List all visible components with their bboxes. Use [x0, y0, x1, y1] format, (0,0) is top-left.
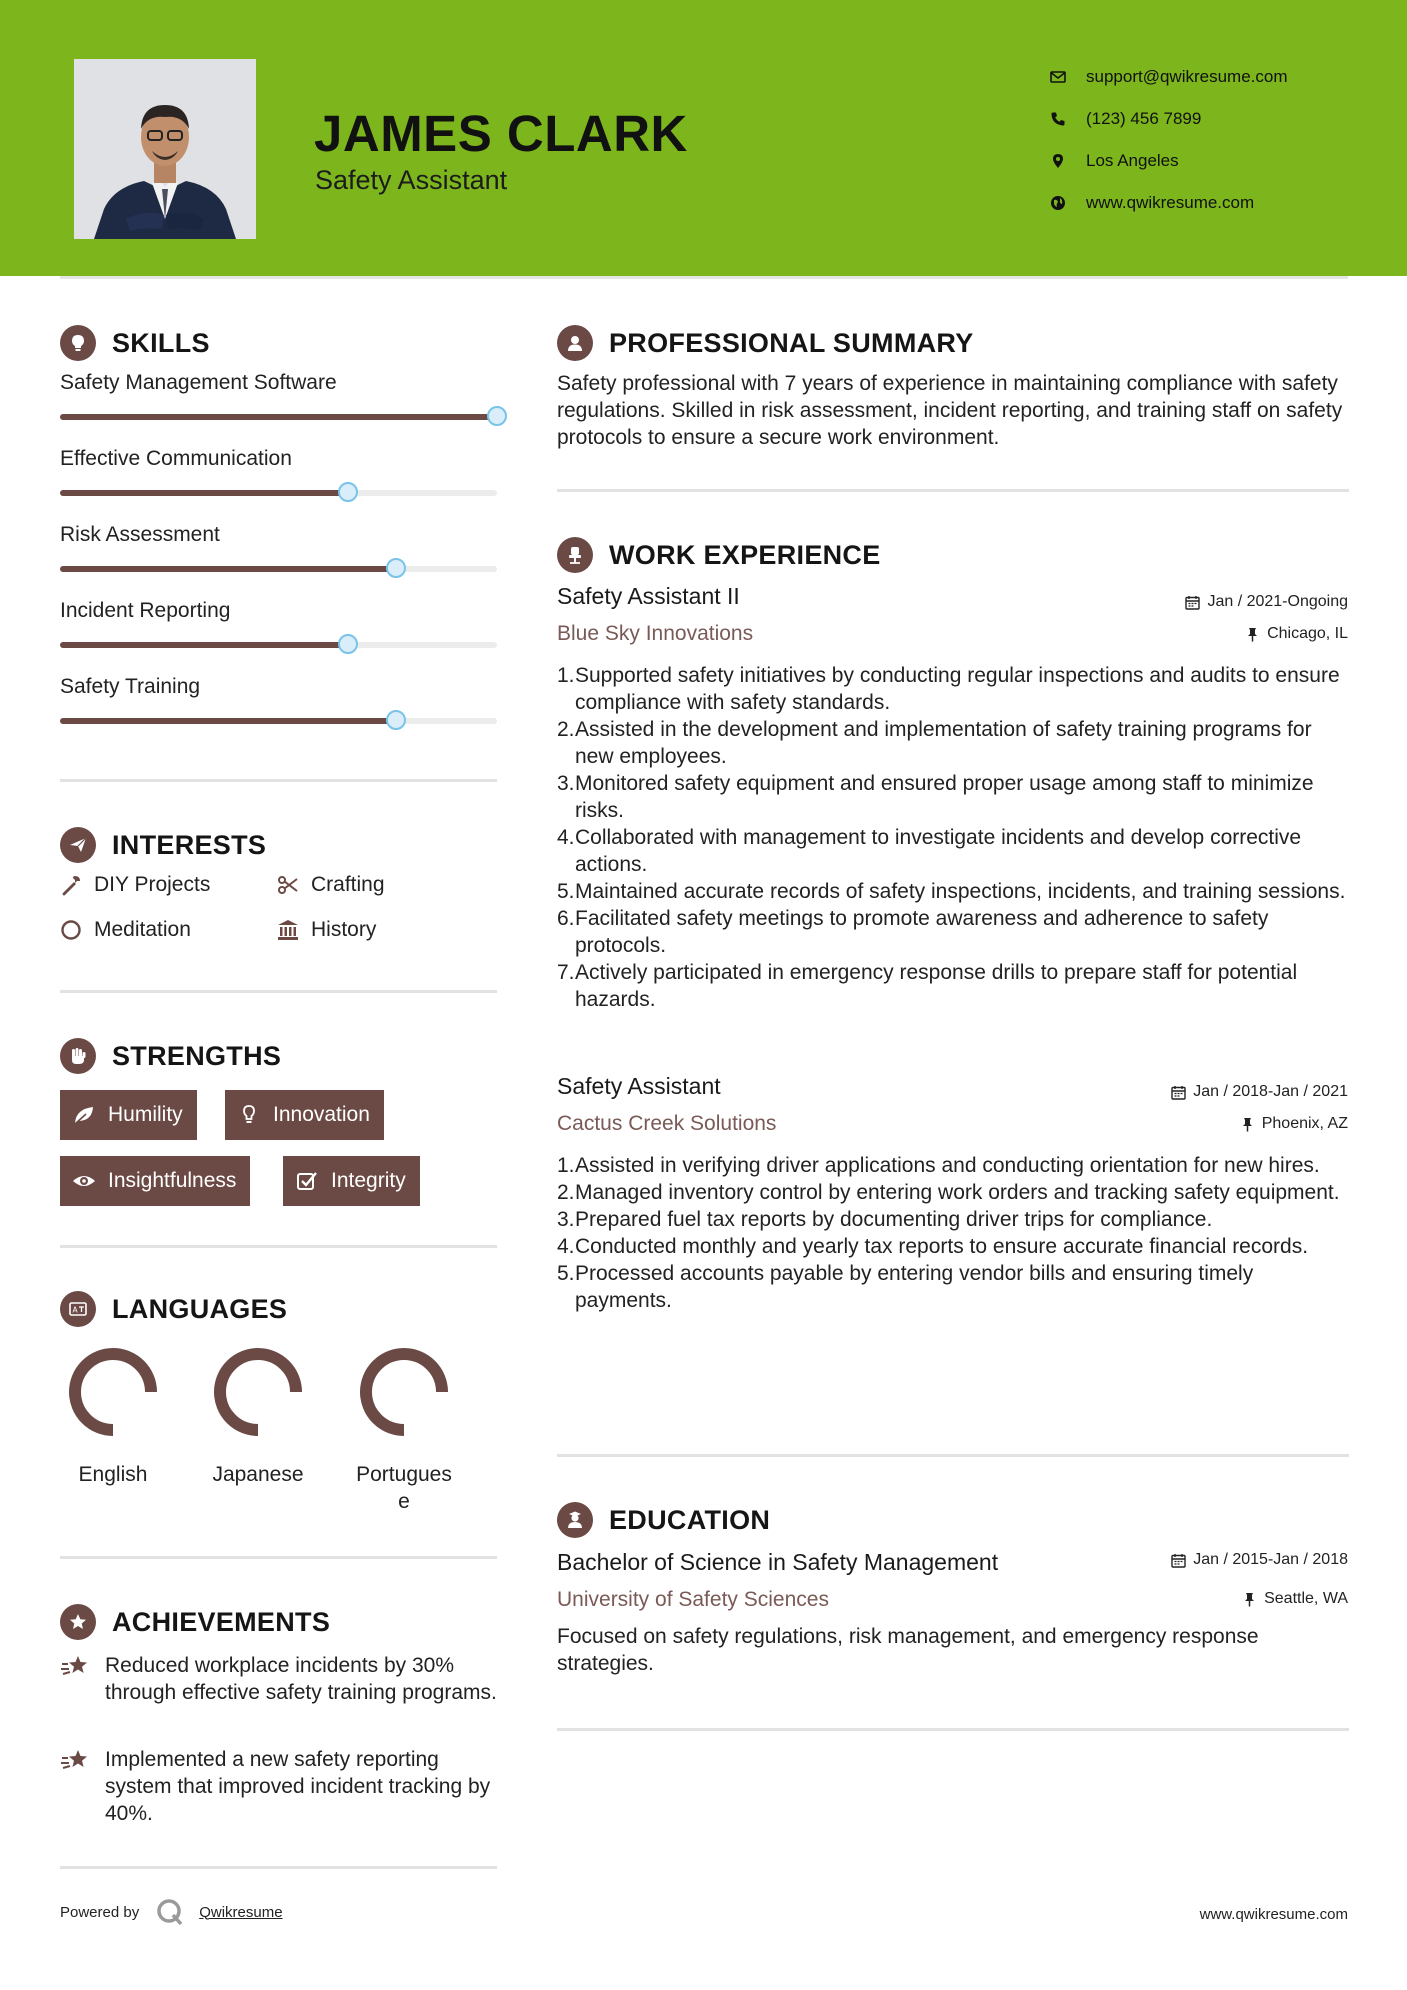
education-location: Seattle, WA — [1242, 1590, 1348, 1608]
skill-bar — [60, 414, 497, 420]
language-item: Portugues e — [344, 1346, 464, 1515]
skill-bar-knob — [338, 634, 358, 654]
phone-icon — [1050, 111, 1086, 127]
skill-bar — [60, 718, 497, 724]
wrench-icon — [60, 874, 82, 896]
duty-item: 4. Conducted monthly and yearly tax reports to ensure accurate financial records. — [557, 1235, 1309, 1258]
language-gauge — [67, 1346, 159, 1438]
duty-item: 3. Monitored safety equipment and ensured proper usage among staff to minimize risks. — [557, 772, 1314, 822]
eye-icon — [72, 1169, 96, 1193]
scissors-icon — [277, 874, 299, 896]
pushpin-icon — [1245, 627, 1260, 642]
skill-bar-fill — [60, 414, 497, 420]
calendar-icon — [1171, 1553, 1186, 1568]
interest-item: Crafting — [277, 873, 385, 897]
duty-item: 1. Supported safety initiatives by conducting regular inspections and audits to ensure compliance with safety standards. — [557, 664, 1340, 714]
contact-website[interactable] — [1050, 182, 1288, 224]
skill-bar-knob — [487, 406, 507, 426]
section-divider — [557, 489, 1349, 492]
experience-heading: WORK EXPERIENCE — [557, 537, 881, 573]
education-description: Focused on safety regulations, risk management, and emergency response strategies. — [557, 1625, 1259, 1675]
contact-location-text: Los Angeles — [1086, 151, 1179, 170]
school-name: University of Safety Sciences — [557, 1588, 829, 1611]
skill-item: Safety Training — [60, 675, 497, 699]
calendar-icon — [1185, 595, 1200, 610]
section-divider — [557, 1454, 1349, 1457]
job-duties — [557, 1152, 1349, 1314]
skill-bar-fill — [60, 642, 348, 648]
globe-icon — [1050, 195, 1086, 211]
language-gauge — [212, 1346, 304, 1438]
job-company: Cactus Creek Solutions — [557, 1112, 777, 1135]
skill-bar-knob — [338, 482, 358, 502]
duty-item: 2. Assisted in the development and implementation of safety training programs for new employees. — [557, 718, 1312, 768]
languages-heading: A LANGUAGES — [60, 1291, 287, 1327]
skill-bar-knob — [386, 558, 406, 578]
duty-item: 6. Facilitated safety meetings to promote awareness and adherence to safety protocols. — [557, 907, 1269, 957]
contact-website-text: www.qwikresume.com — [1086, 193, 1255, 212]
section-divider — [60, 779, 497, 782]
duty-item: 5. Maintained accurate records of safety inspections, incidents, and training sessions. — [557, 880, 1346, 903]
skill-bar-fill — [60, 718, 396, 724]
job-title: Safety Assistant — [557, 1073, 721, 1099]
job-date: Jan / 2021-Ongoing — [1185, 593, 1348, 611]
check-square-icon — [295, 1169, 319, 1193]
lightbulb-icon — [237, 1103, 261, 1127]
contact-phone[interactable] — [1050, 98, 1288, 140]
section-divider — [60, 1556, 497, 1559]
duty-item: 1. Assisted in verifying driver applications and conducting orientation for new hires. — [557, 1154, 1320, 1177]
language-item: Japanese — [198, 1346, 318, 1488]
skills-heading: SKILLS — [60, 325, 210, 361]
contact-email[interactable] — [1050, 56, 1288, 98]
header-divider — [60, 276, 1348, 279]
language-gauge — [358, 1346, 450, 1438]
section-divider — [60, 1866, 497, 1869]
footer-website[interactable]: www.qwikresume.com — [1199, 1906, 1348, 1923]
calendar-icon — [1171, 1085, 1186, 1100]
skill-item: Effective Communication — [60, 447, 497, 471]
job-location: Phoenix, AZ — [1240, 1115, 1348, 1133]
candidate-role: Safety Assistant — [315, 165, 508, 195]
job-date: Jan / 2018-Jan / 2021 — [1171, 1083, 1348, 1101]
strength-tag: Insightfulness — [60, 1156, 250, 1206]
education-date: Jan / 2015-Jan / 2018 — [1171, 1551, 1348, 1569]
job-title: Safety Assistant II — [557, 583, 740, 609]
job-company: Blue Sky Innovations — [557, 622, 754, 645]
circle-icon — [60, 919, 82, 941]
summary-heading: PROFESSIONAL SUMMARY — [557, 325, 974, 361]
section-divider — [60, 1245, 497, 1248]
pushpin-icon — [1242, 1592, 1257, 1607]
footer-powered-by: Powered by Qwikresume — [60, 1897, 283, 1927]
summary-text: Safety professional with 7 years of experience in maintaining compliance with safety regulations. Skilled in risk assessment, incident reporting, and training staff on safety protocols to ensure a secure work environment. — [557, 372, 1343, 449]
candidate-name: JAMES CLARK — [314, 105, 688, 162]
star-badge-icon — [60, 1604, 96, 1640]
shooting-star-icon — [60, 1652, 90, 1682]
achievement-item: Implemented a new safety reporting system that improved incident tracking by 40%. — [60, 1746, 505, 1827]
interests-heading: INTERESTS — [60, 827, 266, 863]
skill-bar-fill — [60, 566, 396, 572]
interest-item: History — [277, 918, 376, 942]
section-divider — [557, 1728, 1349, 1731]
job-duties — [557, 662, 1349, 1013]
duty-item: 4. Collaborated with management to investigate incidents and develop corrective actions. — [557, 826, 1302, 876]
skill-bar — [60, 642, 497, 648]
qwikresume-link[interactable]: Qwikresume — [199, 1903, 283, 1921]
svg-text:A: A — [72, 1305, 78, 1315]
strength-tag: Humility — [60, 1090, 197, 1140]
contact-location — [1050, 140, 1288, 182]
language-item: English — [53, 1346, 173, 1488]
language-icon — [60, 1291, 96, 1327]
graduate-icon — [557, 1502, 593, 1538]
section-divider — [60, 990, 497, 993]
skill-bar-fill — [60, 490, 348, 496]
duty-item: 2. Managed inventory control by entering work orders and tracking safety equipment. — [557, 1181, 1340, 1204]
header-banner — [0, 0, 1407, 276]
education-heading: EDUCATION — [557, 1502, 770, 1538]
strength-tag: Integrity — [283, 1156, 420, 1206]
duty-item: 5. Processed accounts payable by entering vendor bills and ensuring timely payments. — [557, 1262, 1254, 1312]
degree-title: Bachelor of Science in Safety Management — [557, 1549, 999, 1575]
skill-item: Safety Management Software — [60, 371, 497, 395]
lightbulb-icon — [60, 325, 96, 361]
contact-phone-text: (123) 456 7899 — [1086, 109, 1202, 128]
office-chair-icon — [557, 537, 593, 573]
achievements-heading: ACHIEVEMENTS — [60, 1604, 330, 1640]
skill-bar-knob — [386, 710, 406, 730]
profile-photo — [74, 59, 256, 239]
contact-list — [1050, 56, 1288, 224]
pushpin-icon — [1240, 1117, 1255, 1132]
museum-icon — [277, 919, 299, 941]
fist-icon — [60, 1038, 96, 1074]
skill-item: Incident Reporting — [60, 599, 497, 623]
interest-item: Meditation — [60, 918, 191, 942]
envelope-icon — [1050, 69, 1086, 85]
skill-bar — [60, 566, 497, 572]
leaf-icon — [72, 1103, 96, 1127]
map-pin-icon — [1050, 153, 1086, 169]
qwikresume-logo-icon — [155, 1897, 185, 1927]
strength-tag: Innovation — [225, 1090, 384, 1140]
skill-bar — [60, 490, 497, 496]
contact-email-text: support@qwikresume.com — [1086, 67, 1288, 86]
duty-item: 7. Actively participated in emergency response drills to prepare staff for potential hazards. — [557, 961, 1298, 1011]
paper-plane-icon — [60, 827, 96, 863]
achievement-item: Reduced workplace incidents by 30% through effective safety training programs. — [60, 1652, 505, 1706]
interest-item: DIY Projects — [60, 873, 210, 897]
user-icon — [557, 325, 593, 361]
strengths-heading: STRENGTHS — [60, 1038, 281, 1074]
skill-item: Risk Assessment — [60, 523, 497, 547]
job-location: Chicago, IL — [1245, 625, 1348, 643]
shooting-star-icon — [60, 1746, 90, 1776]
duty-item: 3. Prepared fuel tax reports by documenting driver trips for compliance. — [557, 1208, 1213, 1231]
